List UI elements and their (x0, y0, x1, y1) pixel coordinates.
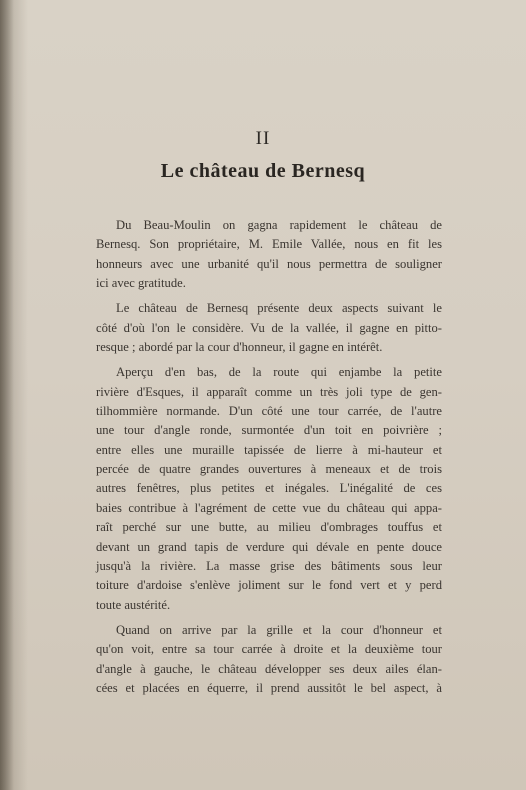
text-line: toiture d'ardoise s'enlève joliment sur le fond vert et y perd (96, 578, 442, 593)
paragraph (96, 299, 442, 357)
text-line: ici avec gratitude. (96, 276, 186, 291)
body-text (96, 216, 442, 704)
text-line: toute austérité. (96, 597, 171, 612)
text-line: rivière d'Esques, il apparaît comme un très joli type de gen- (96, 384, 442, 399)
chapter-number: II (255, 128, 271, 149)
paragraph (96, 216, 442, 293)
text-line: Le château de Bernesq présente deux aspects suivant le (116, 301, 442, 316)
text-line: resque ; abordé par la cour d'honneur, il gagne en intérêt. (96, 340, 383, 355)
text-line: Du Beau-Moulin on gagna rapidement le château de (116, 218, 442, 232)
text-line: tilhommière normande. D'un côté une tour carrée, de l'autre (96, 404, 442, 419)
text-line: raît perché sur une butte, au milieu d'ombrages touffus et (96, 520, 442, 535)
paragraph (96, 363, 442, 614)
text-line: d'angle à gauche, le château développer ses deux ailes élan- (96, 661, 442, 676)
text-line: côté d'où l'on le considère. Vu de la vallée, il gagne en pitto- (96, 320, 442, 335)
text-line: baies contribue à l'agrément de cette vue du château qui appa- (96, 500, 442, 515)
text-line: autres fenêtres, plus petites et inégales. L'inégalité de ces (96, 481, 442, 496)
text-line: Aperçu d'en bas, de la route qui enjambe la petite (116, 365, 442, 380)
text-line: percée de quatre grandes ouvertures à meneaux et de trois (96, 462, 442, 477)
text-line: Quand on arrive par la grille et la cour d'honneur et (116, 622, 442, 637)
text-line: qu'on voit, entre sa tour carrée à droite et la deuxième tour (96, 642, 442, 657)
chapter-title: Le château de Bernesq (160, 160, 366, 182)
text-line: cées et placées en équerre, il prend aussitôt le bel aspect, à (96, 680, 442, 695)
text-line: Bernesq. Son propriétaire, M. Emile Vallée, nous en fit les (96, 237, 442, 252)
text-line: honneurs avec une urbanité qu'il nous permettra de souligner (96, 256, 442, 271)
text-line: une tour d'angle ronde, surmontée d'un toit en poivrière ; (96, 423, 442, 438)
text-line: devant un grand tapis de verdure qui dévale en pente douce (96, 539, 442, 554)
text-line: entre elles une muraille tapissée de lierre à mi-hauteur et (96, 442, 442, 457)
text-line: jusqu'à la rivière. La masse grise des bâtiments sous leur (96, 558, 442, 573)
binding-gutter (0, 0, 14, 790)
paragraph (96, 621, 442, 698)
